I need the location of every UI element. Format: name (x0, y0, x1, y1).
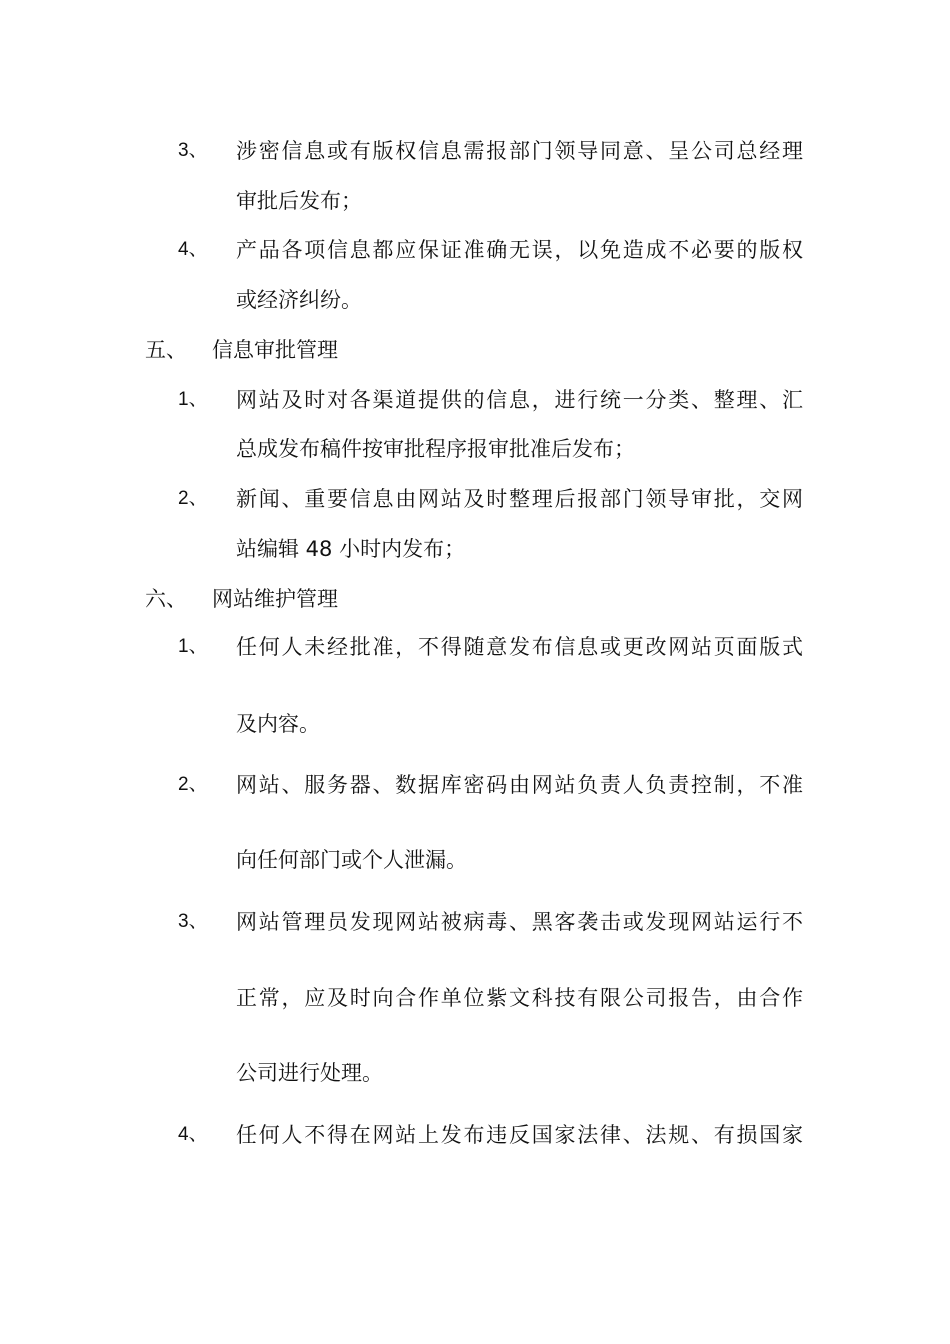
list-number: 2、 (178, 774, 208, 795)
list-text: 任何人未经批准，不得随意发布信息或更改网站页面版式 (236, 635, 803, 659)
list-number: 4、 (178, 1124, 208, 1145)
section-title: 信息审批管理 (212, 338, 338, 362)
list-number: 3、 (178, 911, 208, 932)
list-text: 正常，应及时向合作单位紫文科技有限公司报告，由合作 (236, 986, 803, 1010)
list-text: 涉密信息或有版权信息需报部门领导同意、呈公司总经理 (236, 139, 803, 163)
section-number: 六、 (145, 587, 187, 611)
list-text: 产品各项信息都应保证准确无误，以免造成不必要的版权 (236, 238, 803, 262)
list-text: 站编辑 48 小时内发布； (236, 537, 466, 561)
section-title: 网站维护管理 (212, 587, 338, 611)
list-text: 网站、服务器、数据库密码由网站负责人负责控制，不准 (236, 773, 803, 797)
list-number: 3、 (178, 140, 208, 161)
list-number: 2、 (178, 488, 208, 509)
section-number: 五、 (145, 338, 187, 362)
list-text: 及内容。 (236, 712, 320, 736)
list-number: 1、 (178, 389, 208, 410)
list-text: 向任何部门或个人泄漏。 (236, 848, 467, 872)
list-number: 4、 (178, 239, 208, 260)
list-text: 或经济纠纷。 (236, 288, 362, 312)
list-text: 审批后发布； (236, 189, 362, 213)
list-text: 公司进行处理。 (236, 1061, 383, 1085)
list-text: 网站及时对各渠道提供的信息，进行统一分类、整理、汇 (236, 388, 803, 412)
list-text: 总成发布稿件按审批程序报审批准后发布； (236, 437, 635, 461)
list-text: 任何人不得在网站上发布违反国家法律、法规、有损国家 (236, 1123, 803, 1147)
list-text: 网站管理员发现网站被病毒、黑客袭击或发现网站运行不 (236, 910, 803, 934)
list-text: 新闻、重要信息由网站及时整理后报部门领导审批，交网 (236, 487, 803, 511)
list-number: 1、 (178, 636, 208, 657)
